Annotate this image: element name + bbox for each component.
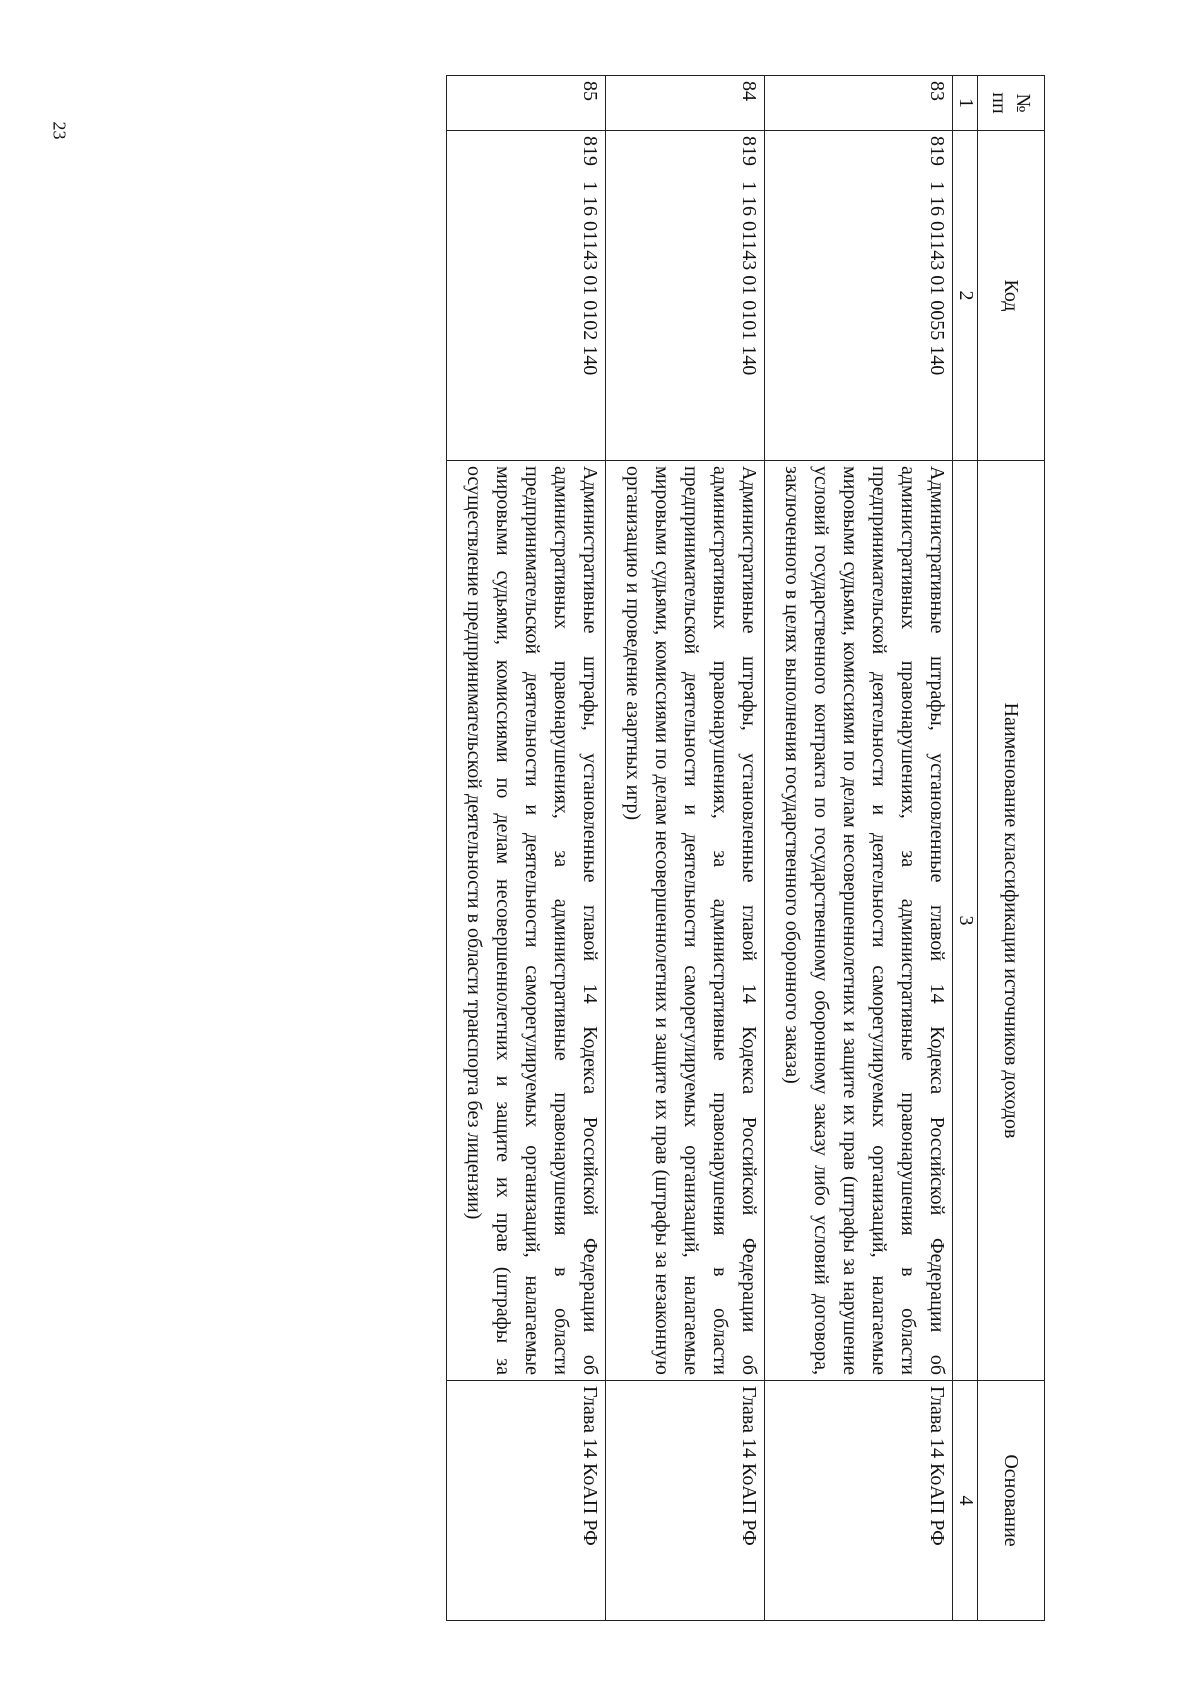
header-basis: Основание (978, 1381, 1045, 1621)
income-code-cell (765, 131, 953, 461)
row-number: 85 (447, 76, 606, 131)
admin-code: 819 (738, 136, 760, 166)
column-number: 2 (953, 131, 978, 461)
header-code: Код (978, 131, 1045, 461)
table-row (447, 76, 606, 1621)
rotated-landscape-content (355, 75, 1045, 1635)
legal-basis: Глава 14 КоАП РФ (447, 1381, 606, 1621)
header-name: Наименование классификации источников доходов (978, 461, 1045, 1381)
table-header-row (978, 76, 1045, 1621)
income-code-cell (606, 131, 765, 461)
income-code: 1 16 01143 01 0055 140 (926, 181, 948, 376)
page-number: 23 (49, 121, 70, 140)
header-num: № пп (978, 76, 1045, 131)
column-number-row (953, 76, 978, 1621)
income-code: 1 16 01143 01 0102 140 (579, 181, 601, 376)
row-number: 84 (606, 76, 765, 131)
table-row (765, 76, 953, 1621)
income-code-cell (447, 131, 606, 461)
admin-code: 819 (579, 136, 601, 166)
table-row (606, 76, 765, 1621)
income-name: Административные штрафы, установленные главой 14 Кодекса Российской Федерации об административных правонарушениях, за административные правонарушения в области предпринимательской деятельности и деятельности саморегулируемых организаций, налагаемые мировыми судьями, комиссиями по делам несовершеннолетних и защите их прав (штрафы за незаконную организацию и проведение азартных игр) (606, 461, 765, 1381)
legal-basis: Глава 14 КоАП РФ (606, 1381, 765, 1621)
legal-basis: Глава 14 КоАП РФ (765, 1381, 953, 1621)
column-number: 3 (953, 461, 978, 1381)
income-code: 1 16 01143 01 0101 140 (738, 181, 760, 376)
column-number: 1 (953, 76, 978, 131)
income-name: Административные штрафы, установленные главой 14 Кодекса Российской Федерации об административных правонарушениях, за административные правонарушения в области предпринимательской деятельности и деятельности саморегулируемых организаций, налагаемые мировыми судьями, комиссиями по делам несовершеннолетних и защите их прав (штрафы за осуществление предпринимательской деятельности в области транспорта без лицензии) (447, 461, 606, 1381)
column-number: 4 (953, 1381, 978, 1621)
income-classification-table (446, 75, 1045, 1621)
row-number: 83 (765, 76, 953, 131)
admin-code: 819 (926, 136, 948, 166)
income-name: Административные штрафы, установленные главой 14 Кодекса Российской Федерации об административных правонарушениях, за административные правонарушения в области предпринимательской деятельности и деятельности саморегулируемых организаций, налагаемые мировыми судьями, комиссиями по делам несовершеннолетних и защите их прав (штрафы за нарушение условий государственного контракта по государственному оборонному заказу либо условий договора, заключенного в целях выполнения государственного оборонного заказа) (765, 461, 953, 1381)
